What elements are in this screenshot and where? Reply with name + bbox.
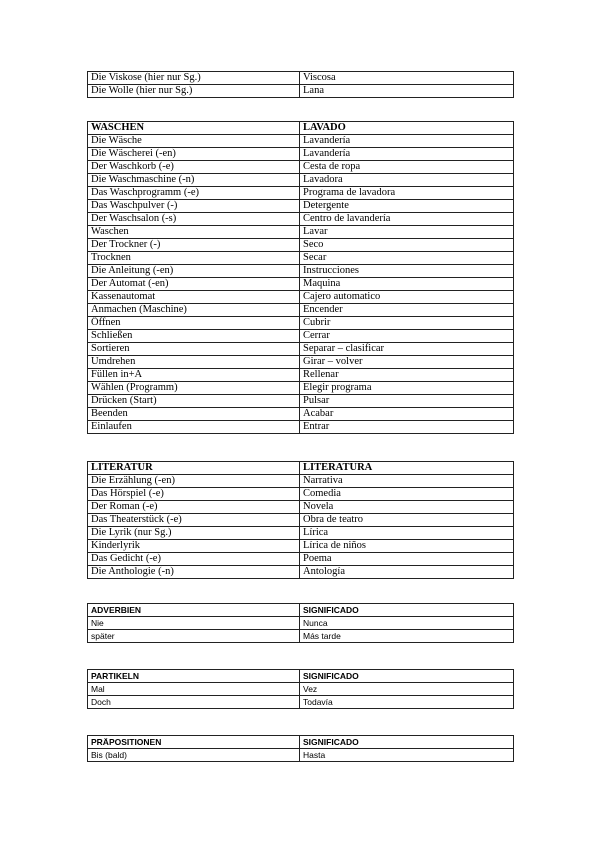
german-term-cell: PARTIKELN (88, 670, 300, 683)
spanish-term-cell: Programa de lavadora (300, 187, 514, 200)
german-term-cell: Der Waschkorb (-e) (88, 161, 300, 174)
german-term-cell: Füllen in+A (88, 369, 300, 382)
german-term-cell: Trocknen (88, 252, 300, 265)
german-term-cell: Das Waschpulver (-) (88, 200, 300, 213)
german-term-cell: Das Gedicht (-e) (88, 553, 300, 566)
table-row (88, 252, 514, 265)
table-row (88, 369, 514, 382)
table-row (88, 356, 514, 369)
table-row (88, 382, 514, 395)
spanish-term-cell: Rellenar (300, 369, 514, 382)
spanish-term-cell: Cubrir (300, 317, 514, 330)
spanish-term-cell: Lavandería (300, 148, 514, 161)
spanish-term-cell: Lana (300, 85, 514, 98)
german-term-cell: Beenden (88, 408, 300, 421)
table-row (88, 135, 514, 148)
table-row (88, 239, 514, 252)
german-term-cell: Öffnen (88, 317, 300, 330)
german-term-cell: PRÄPOSITIONEN (88, 736, 300, 749)
german-term-cell: Bis (bald) (88, 749, 300, 762)
german-term-cell: Die Erzählung (-en) (88, 475, 300, 488)
spanish-term-cell: Antología (300, 566, 514, 579)
spanish-term-cell: Instrucciones (300, 265, 514, 278)
table-header-row (88, 670, 514, 683)
german-term-cell: Der Trockner (-) (88, 239, 300, 252)
german-term-cell: WASCHEN (88, 122, 300, 135)
german-term-cell: Das Theaterstück (-e) (88, 514, 300, 527)
table-header-row (88, 736, 514, 749)
spanish-term-cell: Secar (300, 252, 514, 265)
spanish-term-cell: SIGNIFICADO (300, 736, 514, 749)
spanish-term-cell: Centro de lavandería (300, 213, 514, 226)
table-row (88, 566, 514, 579)
table-row (88, 226, 514, 239)
spanish-term-cell: Todavía (300, 696, 514, 709)
german-term-cell: Die Waschmaschine (-n) (88, 174, 300, 187)
spanish-term-cell: Seco (300, 239, 514, 252)
german-term-cell: Die Wäsche (88, 135, 300, 148)
spanish-term-cell: Elegir programa (300, 382, 514, 395)
spanish-term-cell: SIGNIFICADO (300, 670, 514, 683)
table-row (88, 696, 514, 709)
german-term-cell: Die Viskose (hier nur Sg.) (88, 72, 300, 85)
german-term-cell: Das Hörspiel (-e) (88, 488, 300, 501)
table-row (88, 395, 514, 408)
table-row (88, 527, 514, 540)
german-term-cell: Mal (88, 683, 300, 696)
german-term-cell: ADVERBIEN (88, 604, 300, 617)
table-row (88, 317, 514, 330)
table-row (88, 501, 514, 514)
spanish-term-cell: Nunca (300, 617, 514, 630)
german-term-cell: Das Waschprogramm (-e) (88, 187, 300, 200)
spanish-term-cell: Narrativa (300, 475, 514, 488)
german-term-cell: Anmachen (Maschine) (88, 304, 300, 317)
spanish-term-cell: Lavar (300, 226, 514, 239)
spanish-term-cell: Maquina (300, 278, 514, 291)
spanish-term-cell: Viscosa (300, 72, 514, 85)
german-term-cell: Doch (88, 696, 300, 709)
table-row (88, 72, 514, 85)
spanish-term-cell: Lírica de niños (300, 540, 514, 553)
table-row (88, 187, 514, 200)
waschen-table (87, 121, 514, 434)
spanish-term-cell: LITERATURA (300, 462, 514, 475)
spanish-term-cell: Vez (300, 683, 514, 696)
spanish-term-cell: Cajero automatico (300, 291, 514, 304)
german-term-cell: Nie (88, 617, 300, 630)
german-term-cell: Einlaufen (88, 421, 300, 434)
table-row (88, 683, 514, 696)
table-header-row (88, 462, 514, 475)
adverbien-table (87, 603, 514, 643)
spanish-term-cell: Lírica (300, 527, 514, 540)
german-term-cell: Waschen (88, 226, 300, 239)
table-row (88, 488, 514, 501)
partikeln-table (87, 669, 514, 709)
german-term-cell: Der Waschsalon (-s) (88, 213, 300, 226)
spanish-term-cell: Comedia (300, 488, 514, 501)
spanish-term-cell: Hasta (300, 749, 514, 762)
spanish-term-cell: Entrar (300, 421, 514, 434)
table-header-row (88, 122, 514, 135)
spanish-term-cell: Encender (300, 304, 514, 317)
table-row (88, 617, 514, 630)
spanish-term-cell: Más tarde (300, 630, 514, 643)
spanish-term-cell: Girar – volver (300, 356, 514, 369)
spanish-term-cell: Detergente (300, 200, 514, 213)
spanish-term-cell: Obra de teatro (300, 514, 514, 527)
spanish-term-cell: LAVADO (300, 122, 514, 135)
spanish-term-cell: Cesta de ropa (300, 161, 514, 174)
table-row (88, 200, 514, 213)
table-row (88, 213, 514, 226)
spanish-term-cell: Pulsar (300, 395, 514, 408)
table-row (88, 553, 514, 566)
german-term-cell: Die Lyrik (nur Sg.) (88, 527, 300, 540)
spanish-term-cell: Lavadora (300, 174, 514, 187)
table-row (88, 265, 514, 278)
table-row (88, 174, 514, 187)
praepositionen-table (87, 735, 514, 762)
literatur-table (87, 461, 514, 579)
spanish-term-cell: Acabar (300, 408, 514, 421)
table-row (88, 408, 514, 421)
table-row (88, 304, 514, 317)
table-row (88, 540, 514, 553)
german-term-cell: Wählen (Programm) (88, 382, 300, 395)
german-term-cell: Drücken (Start) (88, 395, 300, 408)
spanish-term-cell: Cerrar (300, 330, 514, 343)
table-header-row (88, 604, 514, 617)
german-term-cell: LITERATUR (88, 462, 300, 475)
german-term-cell: später (88, 630, 300, 643)
spanish-term-cell: SIGNIFICADO (300, 604, 514, 617)
table-row (88, 630, 514, 643)
spanish-term-cell: Poema (300, 553, 514, 566)
german-term-cell: Die Wolle (hier nur Sg.) (88, 85, 300, 98)
german-term-cell: Der Automat (-en) (88, 278, 300, 291)
german-term-cell: Kinderlyrik (88, 540, 300, 553)
table-row (88, 148, 514, 161)
table-row (88, 475, 514, 488)
table-row (88, 85, 514, 98)
german-term-cell: Die Anleitung (-en) (88, 265, 300, 278)
table-row (88, 291, 514, 304)
spanish-term-cell: Separar – clasificar (300, 343, 514, 356)
spanish-term-cell: Lavandería (300, 135, 514, 148)
table-row (88, 514, 514, 527)
german-term-cell: Kassenautomat (88, 291, 300, 304)
table-row (88, 343, 514, 356)
german-term-cell: Die Wäscherei (-en) (88, 148, 300, 161)
table-row (88, 278, 514, 291)
german-term-cell: Sortieren (88, 343, 300, 356)
german-term-cell: Die Anthologie (-n) (88, 566, 300, 579)
table-row (88, 749, 514, 762)
table-row (88, 161, 514, 174)
materials-table (87, 71, 514, 98)
table-row (88, 330, 514, 343)
spanish-term-cell: Novela (300, 501, 514, 514)
german-term-cell: Der Roman (-e) (88, 501, 300, 514)
german-term-cell: Schließen (88, 330, 300, 343)
german-term-cell: Umdrehen (88, 356, 300, 369)
table-row (88, 421, 514, 434)
